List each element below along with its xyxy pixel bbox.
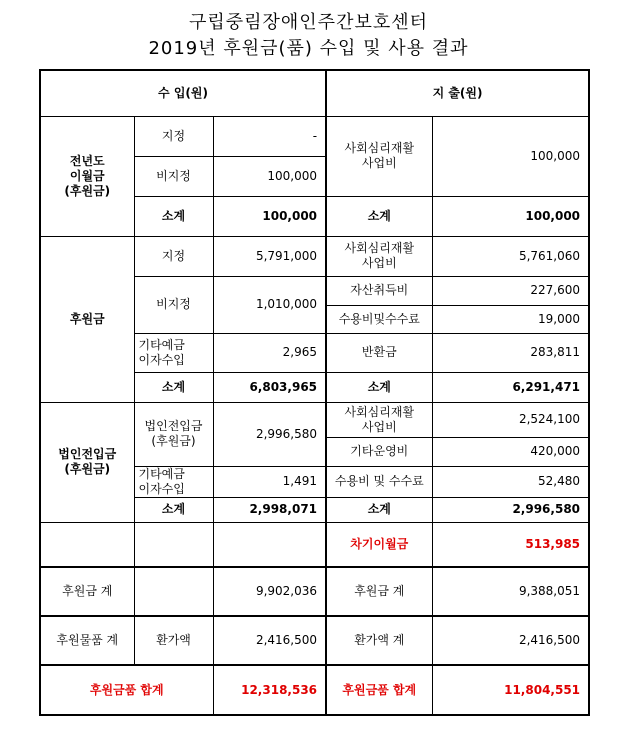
corporate-expense-item: 기타운영비 bbox=[326, 437, 432, 466]
carryover-subtotal-expense-label: 소계 bbox=[326, 196, 432, 236]
goods-total-label: 후원물품 계 bbox=[40, 616, 134, 665]
donation-expense-value: 5,761,060 bbox=[432, 236, 589, 276]
corporate-expense-value: 2,524,100 bbox=[432, 402, 589, 437]
carryover-expense-item-1: 사회심리재활 bbox=[344, 141, 415, 155]
donation-interest-label-1: 기타예금 bbox=[138, 337, 185, 352]
goods-total-income: 2,416,500 bbox=[213, 616, 326, 665]
donation-total-income: 9,902,036 bbox=[213, 567, 326, 616]
donation-expense-value: 19,000 bbox=[432, 305, 589, 333]
empty-cell bbox=[134, 522, 213, 567]
donation-expense-value: 227,600 bbox=[432, 276, 589, 305]
corporate-interest-value: 1,491 bbox=[213, 466, 326, 497]
report-title-line1: 구립중림장애인주간보호센터 bbox=[188, 12, 429, 33]
table-row bbox=[40, 616, 589, 665]
table-row bbox=[40, 236, 589, 276]
corporate-expense-item: 수용비 및 수수료 bbox=[326, 466, 432, 497]
empty-cell bbox=[134, 567, 213, 616]
corporate-subtotal-expense: 2,996,580 bbox=[432, 497, 589, 522]
carryover-non-designated-value: 100,000 bbox=[213, 156, 326, 196]
corporate-interest-label-2: 이자수입 bbox=[138, 481, 185, 496]
carryover-label-3: (후원금) bbox=[64, 183, 111, 198]
grand-total-expense: 11,804,551 bbox=[432, 665, 589, 715]
donation-expense-item: 자산취득비 bbox=[326, 276, 432, 305]
donation-non-designated-label: 비지정 bbox=[134, 276, 213, 333]
donation-subtotal-expense-label: 소계 bbox=[326, 372, 432, 402]
carryover-designated-value: - bbox=[213, 116, 326, 156]
corporate-transfer-value: 2,996,580 bbox=[213, 402, 326, 466]
goods-total-expense: 2,416,500 bbox=[432, 616, 589, 665]
corporate-expense-item bbox=[326, 402, 432, 437]
carryover-subtotal-expense: 100,000 bbox=[432, 196, 589, 236]
corporate-subtotal-expense-label: 소계 bbox=[326, 497, 432, 522]
donation-category: 후원금 bbox=[40, 236, 134, 402]
corporate-subtotal-label: 소계 bbox=[134, 497, 213, 522]
empty-cell bbox=[213, 522, 326, 567]
donation-interest-label-2: 이자수입 bbox=[138, 352, 185, 367]
goods-total-expense-label: 환가액 계 bbox=[326, 616, 432, 665]
income-header: 수 입(원) bbox=[40, 70, 326, 116]
donation-total-expense: 9,388,051 bbox=[432, 567, 589, 616]
corporate-expense-value: 52,480 bbox=[432, 466, 589, 497]
table-row bbox=[40, 116, 589, 156]
donation-expense-item-1b: 사업비 bbox=[361, 256, 397, 270]
carryover-category bbox=[40, 116, 134, 236]
empty-cell bbox=[40, 522, 134, 567]
table-row bbox=[40, 522, 589, 567]
donation-expense-item-1a: 사회심리재활 bbox=[344, 241, 415, 255]
donation-subtotal-income: 6,803,965 bbox=[213, 372, 326, 402]
carryover-non-designated-label: 비지정 bbox=[134, 156, 213, 196]
corporate-interest-label bbox=[134, 466, 213, 497]
carryover-designated-label: 지정 bbox=[134, 116, 213, 156]
donation-expense-item: 반환금 bbox=[326, 333, 432, 372]
corporate-subtotal-income: 2,998,071 bbox=[213, 497, 326, 522]
corporate-interest-label-1: 기타예금 bbox=[138, 466, 185, 481]
donation-total-label: 후원금 계 bbox=[40, 567, 134, 616]
donation-subtotal-expense: 6,291,471 bbox=[432, 372, 589, 402]
table-row bbox=[40, 665, 589, 715]
corporate-label-2: (후원금) bbox=[64, 462, 111, 476]
corporate-label-1: 법인전입금 bbox=[58, 447, 117, 461]
corporate-expense-item-1b: 사업비 bbox=[361, 419, 397, 434]
carryover-label-1: 전년도 bbox=[69, 153, 105, 168]
income-expense-table bbox=[39, 69, 590, 716]
donation-designated-label: 지정 bbox=[134, 236, 213, 276]
table-row bbox=[40, 567, 589, 616]
corporate-expense-value: 420,000 bbox=[432, 437, 589, 466]
donation-designated-value: 5,791,000 bbox=[213, 236, 326, 276]
carryover-subtotal-label: 소계 bbox=[134, 196, 213, 236]
corporate-transfer-label-2: (후원금) bbox=[151, 434, 196, 448]
grand-total-expense-label: 후원금품 합계 bbox=[326, 665, 432, 715]
corporate-transfer-label-1: 법인전입금 bbox=[144, 419, 203, 433]
grand-total-income: 12,318,536 bbox=[213, 665, 326, 715]
donation-expense-item: 수용비및수수료 bbox=[326, 305, 432, 333]
corporate-transfer-label bbox=[134, 402, 213, 466]
carryover-subtotal-income: 100,000 bbox=[213, 196, 326, 236]
donation-total-expense-label: 후원금 계 bbox=[326, 567, 432, 616]
corporate-category bbox=[40, 402, 134, 522]
donation-subtotal-label: 소계 bbox=[134, 372, 213, 402]
carryover-expense-value: 100,000 bbox=[432, 116, 589, 196]
donation-expense-value: 283,811 bbox=[432, 333, 589, 372]
corporate-expense-item-1a: 사회심리재활 bbox=[344, 404, 415, 419]
next-carryover-label: 차기이월금 bbox=[326, 522, 432, 567]
donation-interest-label bbox=[134, 333, 213, 372]
donation-expense-item bbox=[326, 236, 432, 276]
carryover-expense-item-2: 사업비 bbox=[361, 156, 397, 170]
next-carryover-value: 513,985 bbox=[432, 522, 589, 567]
report-title-line2: 2019년 후원금(품) 수입 및 사용 결과 bbox=[148, 38, 469, 59]
carryover-label-2: 이월금 bbox=[69, 168, 105, 183]
donation-interest-value: 2,965 bbox=[213, 333, 326, 372]
carryover-expense-item bbox=[326, 116, 432, 196]
table-header-row bbox=[40, 70, 589, 116]
expense-header: 지 출(원) bbox=[326, 70, 589, 116]
donation-non-designated-value: 1,010,000 bbox=[213, 276, 326, 333]
table-row bbox=[40, 402, 589, 437]
goods-total-sub-label: 환가액 bbox=[134, 616, 213, 665]
grand-total-income-label: 후원금품 합계 bbox=[40, 665, 213, 715]
